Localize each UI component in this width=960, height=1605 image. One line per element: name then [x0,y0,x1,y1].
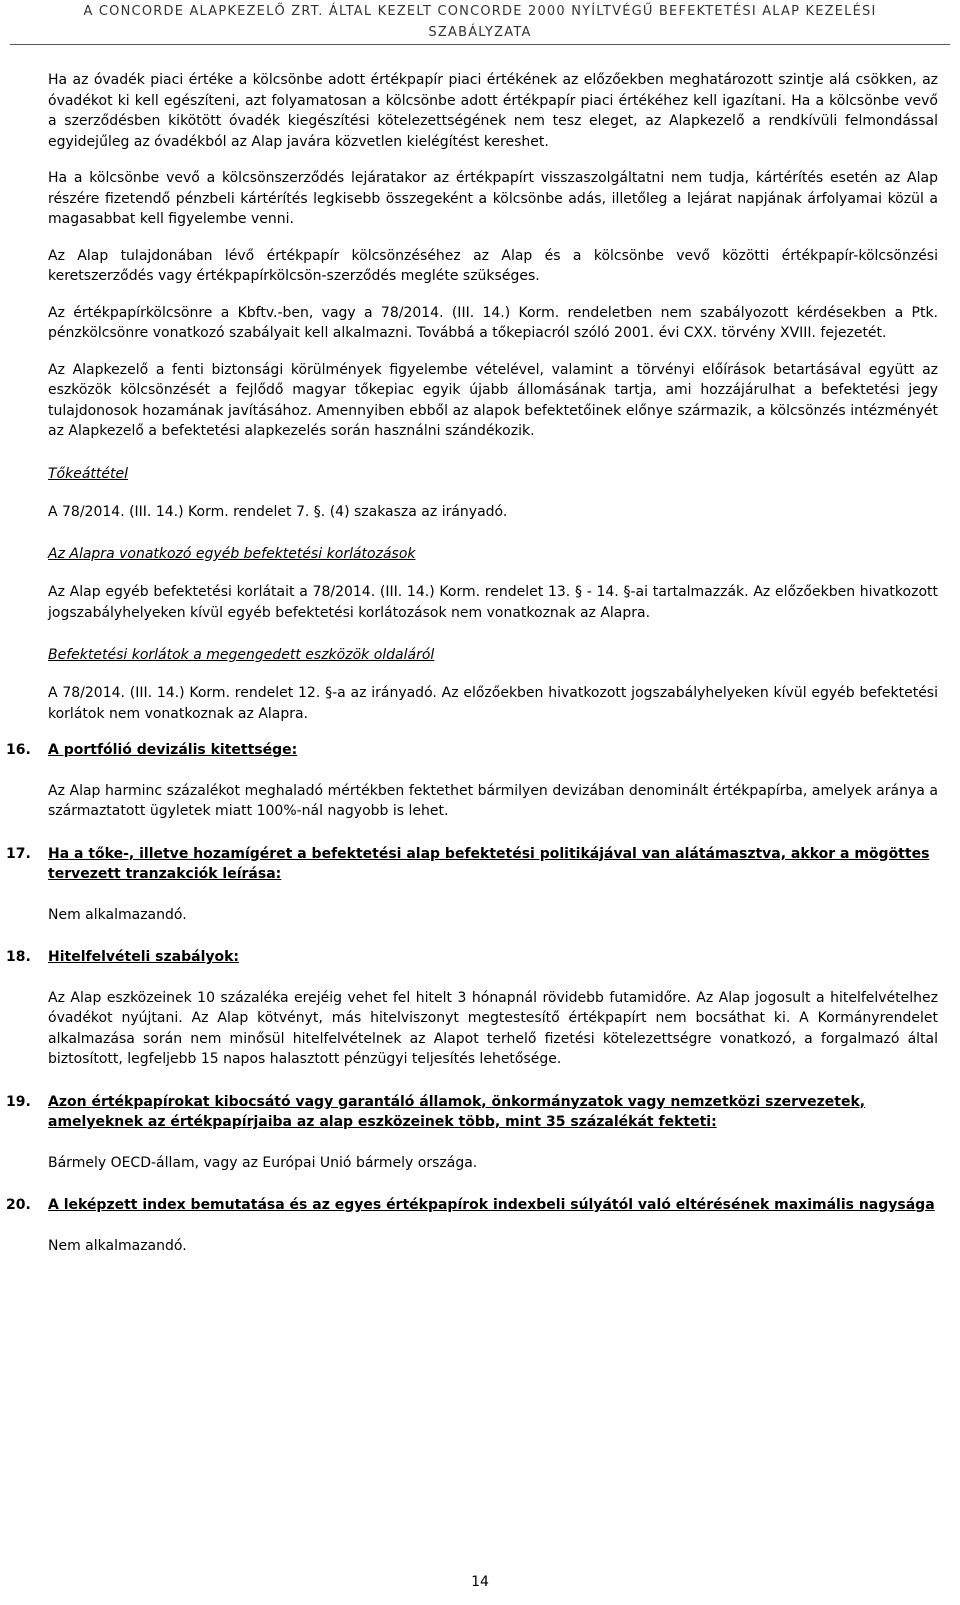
section-19-heading [6,1092,938,1133]
paragraph-kolcsonzes-celja: Az Alapkezelő a fenti biztonsági körülmények figyelembe vételével, valamint a törvényi előírások betartásával együtt az eszközök kölcsönzését a fejlődő magyar tőkepiac egyik újabb állomásának tartja, ami hozzájárulhat a befektetési jegy tulajdonosok hozamának javításához. Amennyiben ebből az alapok befektetőinek előnye származik, a kölcsönzés intézményét az Alapkezelő a befektetési alapkezelés során használni szándékozik. [48,361,938,439]
paragraph-befektetesi-korlatok: A 78/2014. (III. 14.) Korm. rendelet 12. §-a az irányadó. Az előzőekben hivatkozott jogszabályhelyeken kívül egyéb befektetési korlátok nem vonatkoznak az Alapra. [48,685,938,722]
section-18-number: 18. [6,949,31,965]
page-number: 14 [471,1574,489,1590]
paragraph-tokeattetel: A 78/2014. (III. 14.) Korm. rendelet 7. §. (4) szakasza az irányadó. [48,503,508,520]
section-18-title: Hitelfelvételi szabályok: [48,949,240,965]
subheading-tokeattetel: Tőkeáttétel [48,465,129,482]
subheading-befektetesi-korlatok: Befektetési korlátok a megengedett eszközök oldaláról [48,647,435,663]
section-20-number: 20. [6,1197,31,1213]
section-17 [6,844,938,926]
section-16-heading [6,740,938,761]
page-header [0,0,960,43]
paragraph-karterites: Ha a kölcsönbe vevő a kölcsönszerződés lejáratakor az értékpapírt visszaszolgáltatni nem tudja, kártérítés esetén az Alap részére fizetendő pénzbeli kártérítés legkisebb összegeként a kölcsönbe adás, illetőleg a lejárat napjának árfolyamai közül a magasabbat kell figyelembe venni. [48,170,938,227]
section-16 [6,740,938,822]
section-17-title: Ha a tőke-, illetve hozamígéret a befektetési alap befektetési politikájával van alátámasztva, akkor a mögöttes tervezett tranzakciók leírása: [48,845,930,882]
section-16-text: Az Alap harminc százalékot meghaladó mértékben fektethet bármilyen devizában denominált értékpapírba, amelyek aránya a származtatott ügyletek miatt 100%-nál nagyobb is lehet. [48,782,938,819]
section-20 [6,1195,938,1256]
header-title-line2: SZABÁLYZATA [428,25,532,40]
section-17-text: Nem alkalmazandó. [48,906,187,923]
header-divider [10,44,950,45]
header-title-line1: A CONCORDE ALAPKEZELŐ ZRT. ÁLTAL KEZELT CONCORDE 2000 NYÍLTVÉGŰ BEFEKTETÉSI ALAP KEZELÉSI [83,4,877,19]
section-19-title: Azon értékpapírokat kibocsátó vagy garantáló államok, önkormányzatok vagy nemzetközi szervezetek, amelyeknek az értékpapírjaiba az alap eszközeinek több, mint 35 százalékát fekteti: [48,1093,866,1130]
document-body [6,70,938,1272]
paragraph-ovadek: Ha az óvadék piaci értéke a kölcsönbe adott értékpapír piaci értékének az előzőekben meghatározott szintje alá csökken, az óvadékot ki kell egészíteni, azt folyamatosan a kölcsönbe adott értékpapír piaci értékéhez kell igazítani. Ha a kölcsönbe vevő a szerződésben kikötött óvadék kiegészítési kötelezettségének nem tesz eleget, az Alapkezelő a rendkívüli felmondással egyidejűleg az óvadékból az Alap javára közvetlen kielégítést kereshet. [48,72,938,150]
section-19-text: Bármely OECD-állam, vagy az Európai Unió bármely országa. [48,1154,478,1171]
section-20-title: A leképzett index bemutatása és az egyes értékpapírok indexbeli súlyától való eltérésének maximális nagysága [48,1197,935,1213]
section-19-number: 19. [6,1093,31,1110]
section-17-heading [6,844,938,885]
paragraph-ertekpapirkolcson: Az értékpapírkölcsönre a Kbftv.-ben, vagy a 78/2014. (III. 14.) Korm. rendeletben nem szabályozott kérdésekben a Ptk. pénzkölcsönre vonatkozó szabályait kell alkalmazni. Továbbá a tőkepiacról szóló 2001. évi CXX. törvény XVIII. fejezetét. [48,304,938,341]
section-18 [6,947,938,1070]
section-17-number: 17. [6,845,31,862]
section-20-text: Nem alkalmazandó. [48,1237,187,1254]
paragraph-keretszerzodes: Az Alap tulajdonában lévő értékpapír kölcsönzéséhez az Alap és a kölcsönbe vevő közötti értékpapír-kölcsönzési keretszerződés vagy értékpapírkölcsön-szerződés megléte szükséges. [48,247,938,284]
section-16-title: A portfólió devizális kitettsége: [48,742,298,758]
subheading-egyeb-korlatozasok: Az Alapra vonatkozó egyéb befektetési korlátozások [48,546,416,562]
section-18-text: Az Alap eszközeinek 10 százaléka erejéig vehet fel hitelt 3 hónapnál rövidebb futamidőre. Az Alap jogosult a hitelfelvételhez óvadékot nyújtani. Az Alap kötvényt, más hitelviszonyt megtestesítő értékpapírt nem bocsáthat ki. A Kormányrendelet alkalmazása során nem minősül hitelfelvételnek az Alapot terhelő fizetési kötelezettségre vonatkozó, a forgalmazó által biztosított, legfeljebb 15 napos halasztott pénzügyi teljesítés lehetősége. [48,989,938,1067]
section-18-heading [6,947,938,968]
section-20-heading [6,1195,938,1216]
section-16-number: 16. [6,742,31,758]
section-19 [6,1092,938,1174]
paragraph-egyeb-korlatozasok: Az Alap egyéb befektetési korlátait a 78/2014. (III. 14.) Korm. rendelet 13. § - 14. §-ai tartalmazzák. Az előzőekben hivatkozott jogszabályhelyeken kívül egyéb befektetési korlátozások nem vonatkoznak az Alapra. [48,584,938,621]
